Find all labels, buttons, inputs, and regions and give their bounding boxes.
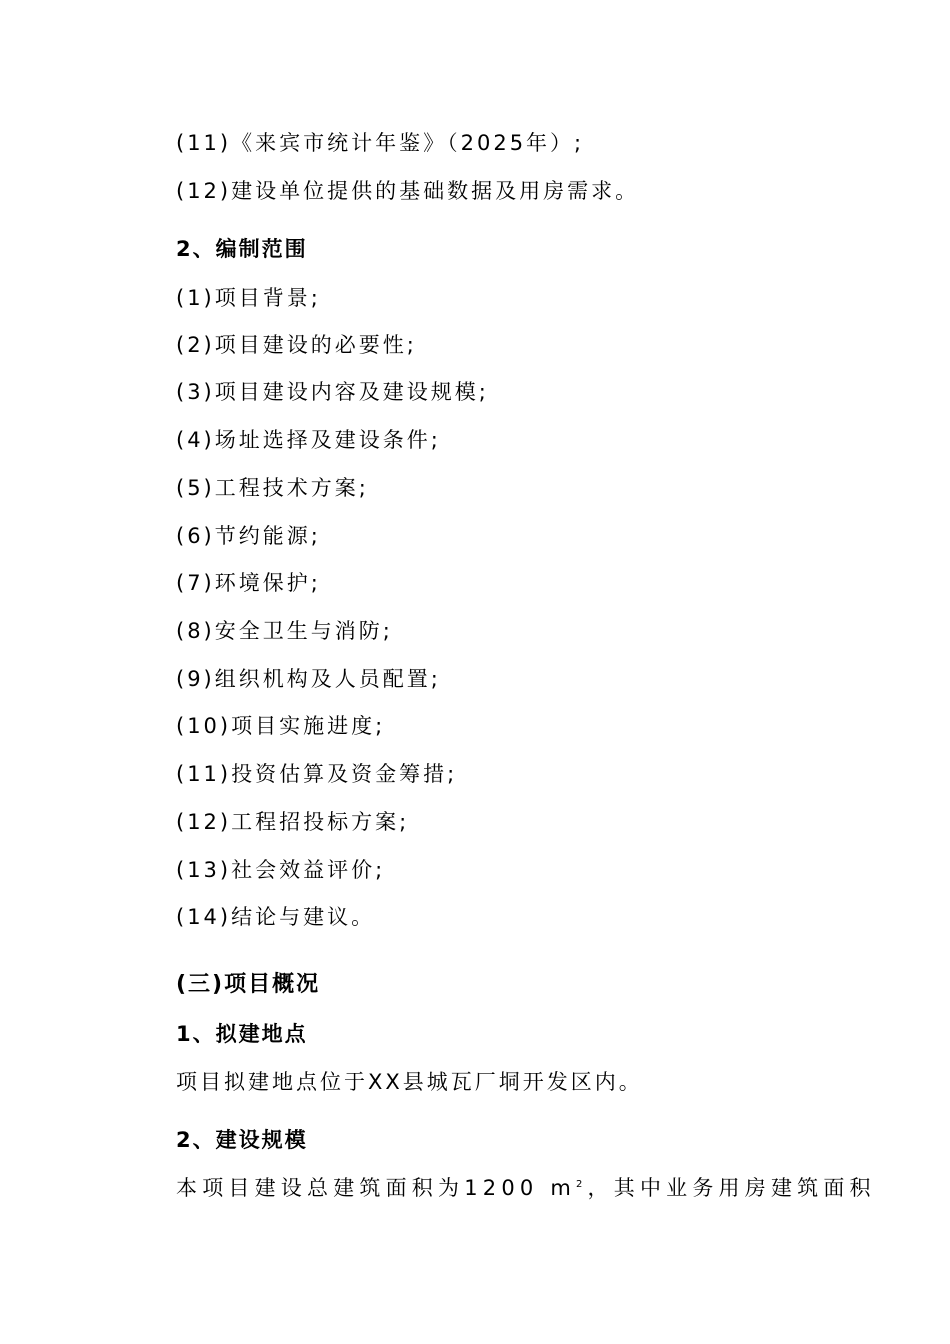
overview-heading: (三)项目概况 [176, 972, 321, 997]
scope-item-1: (1)项目背景; [176, 286, 321, 310]
scope-item-7: (7)环境保护; [176, 571, 321, 595]
scope-item-6: (6)节约能源; [176, 524, 321, 548]
scope-item-2: (2)项目建设的必要性; [176, 333, 417, 357]
scale-text-end: ，其中业务用房建筑面积 [587, 1176, 876, 1200]
scope-item-4: (4)场址选择及建设条件; [176, 428, 441, 452]
scale-text [176, 1174, 876, 1202]
location-heading: 1、拟建地点 [176, 1022, 308, 1046]
basis-item-12: (12)建设单位提供的基础数据及用房需求。 [176, 179, 640, 203]
location-text: 项目拟建地点位于XX县城瓦厂垌开发区内。 [176, 1070, 643, 1094]
scope-item-9: (9)组织机构及人员配置; [176, 667, 441, 691]
basis-item-11: (11)《来宾市统计年鉴》（2025年）; [176, 131, 585, 155]
scale-text-start: 本项目建设总建筑面积为1200 m [176, 1176, 576, 1200]
scope-item-14: (14)结论与建议。 [176, 905, 376, 929]
scope-item-13: (13)社会效益评价; [176, 858, 386, 882]
square-meter-superscript: 2 [575, 1179, 588, 1190]
scope-item-8: (8)安全卫生与消防; [176, 619, 393, 643]
scope-heading: 2、编制范围 [176, 237, 308, 261]
scope-item-12: (12)工程招投标方案; [176, 810, 410, 834]
scope-item-11: (11)投资估算及资金筹措; [176, 762, 458, 786]
scope-item-10: (10)项目实施进度; [176, 714, 386, 738]
scope-item-3: (3)项目建设内容及建设规模; [176, 380, 489, 404]
scope-item-5: (5)工程技术方案; [176, 476, 369, 500]
scale-heading: 2、建设规模 [176, 1128, 308, 1152]
